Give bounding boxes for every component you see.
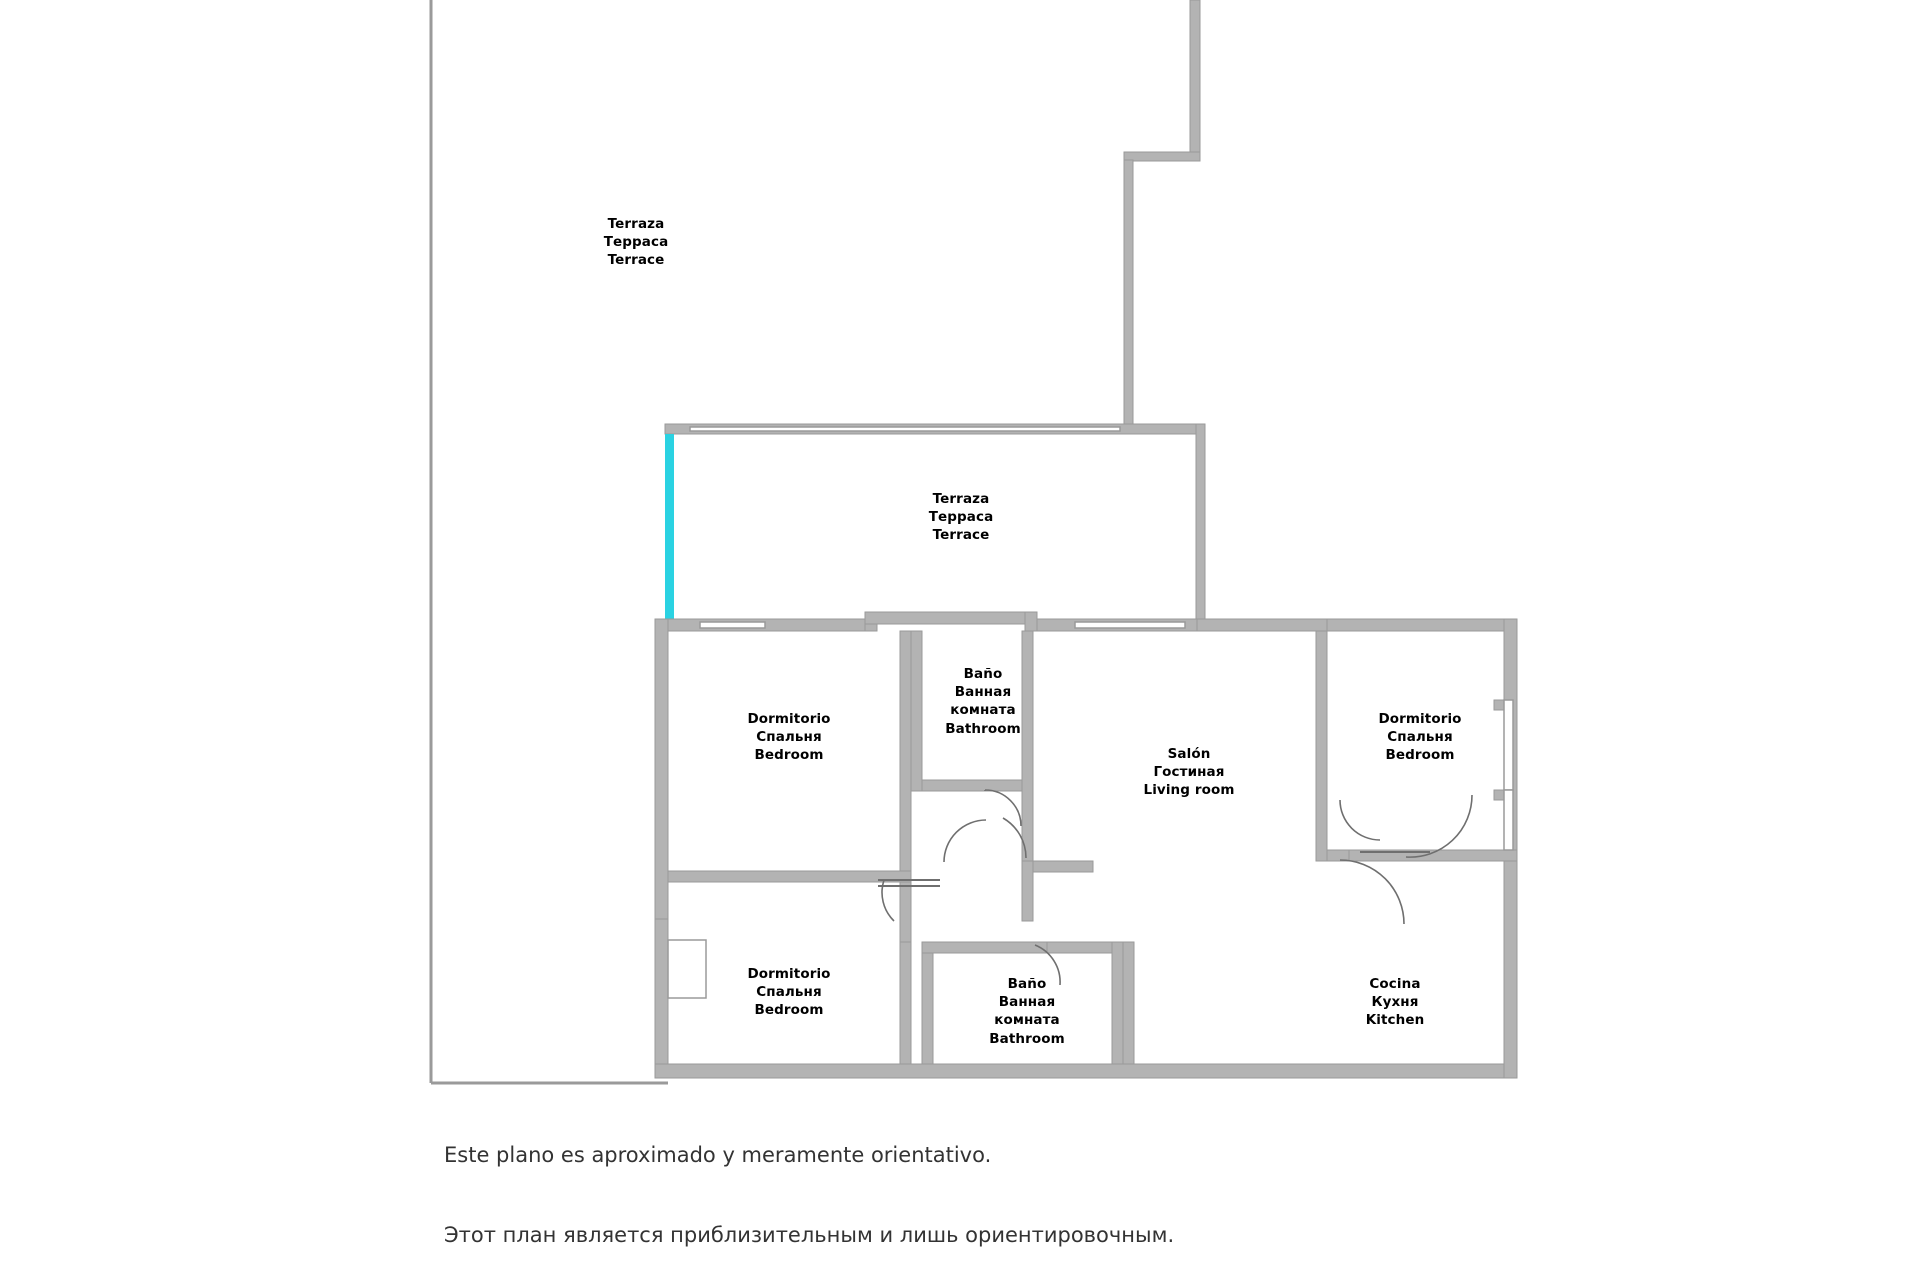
room-label-line: Ванная bbox=[954, 684, 1012, 701]
room-label-line: Кухня bbox=[1371, 994, 1419, 1011]
room-label-terrace-lower bbox=[929, 490, 994, 545]
room-label-line: Bathroom bbox=[989, 1030, 1065, 1047]
room-label-bathroom-bottom bbox=[989, 975, 1065, 1048]
wall-structure bbox=[655, 0, 1517, 1078]
room-label-line: комната bbox=[950, 702, 1016, 719]
room-label-line: Baño bbox=[1007, 976, 1047, 992]
room-label-line: Bedroom bbox=[1385, 747, 1455, 764]
room-label-line: Ванная bbox=[998, 994, 1056, 1011]
room-label-line: Terrace bbox=[932, 527, 990, 544]
room-label-line: Cocina bbox=[1369, 976, 1421, 992]
room-label-bedroom-bottom-left bbox=[747, 965, 830, 1020]
room-label-line: Терраса bbox=[603, 234, 669, 251]
room-label-line: Bedroom bbox=[754, 1002, 824, 1019]
room-label-line: Bathroom bbox=[945, 720, 1021, 737]
room-label-bedroom-top-left bbox=[747, 710, 830, 765]
room-label-line: Terrace bbox=[607, 252, 665, 269]
room-label-line: Спальня bbox=[756, 729, 822, 746]
room-label-line: Baño bbox=[963, 666, 1003, 682]
door-swings bbox=[882, 790, 1472, 985]
room-label-line: Спальня bbox=[1387, 729, 1453, 746]
room-label-line: Dormitorio bbox=[1378, 711, 1462, 727]
room-label-line: Terraza bbox=[932, 491, 990, 507]
room-label-line: Kitchen bbox=[1365, 1012, 1425, 1029]
room-label-bedroom-right bbox=[1378, 710, 1461, 765]
room-label-line: Living room bbox=[1143, 782, 1235, 799]
room-label-terrace-upper bbox=[604, 215, 669, 270]
room-label-bathroom-top bbox=[945, 665, 1021, 738]
disclaimer-spanish: Este plano es aproximado y meramente orientativo. bbox=[444, 1143, 992, 1167]
room-label-kitchen bbox=[1366, 975, 1425, 1030]
room-label-line: Dormitorio bbox=[747, 711, 831, 727]
room-label-line: Гостиная bbox=[1153, 764, 1225, 781]
room-label-line: Спальня bbox=[756, 984, 822, 1001]
room-label-line: Salón bbox=[1167, 746, 1211, 762]
room-label-line: Terraza bbox=[607, 216, 665, 232]
room-label-line: Bedroom bbox=[754, 747, 824, 764]
room-label-line: Dormitorio bbox=[747, 966, 831, 982]
disclaimer-russian: Этот план является приблизительным и лишь ориентировочным. bbox=[444, 1223, 1175, 1247]
room-label-living-room bbox=[1143, 745, 1234, 800]
terrace-outline-thin bbox=[431, 0, 1190, 1083]
room-label-line: комната bbox=[994, 1012, 1060, 1029]
room-label-line: Терраса bbox=[928, 509, 994, 526]
